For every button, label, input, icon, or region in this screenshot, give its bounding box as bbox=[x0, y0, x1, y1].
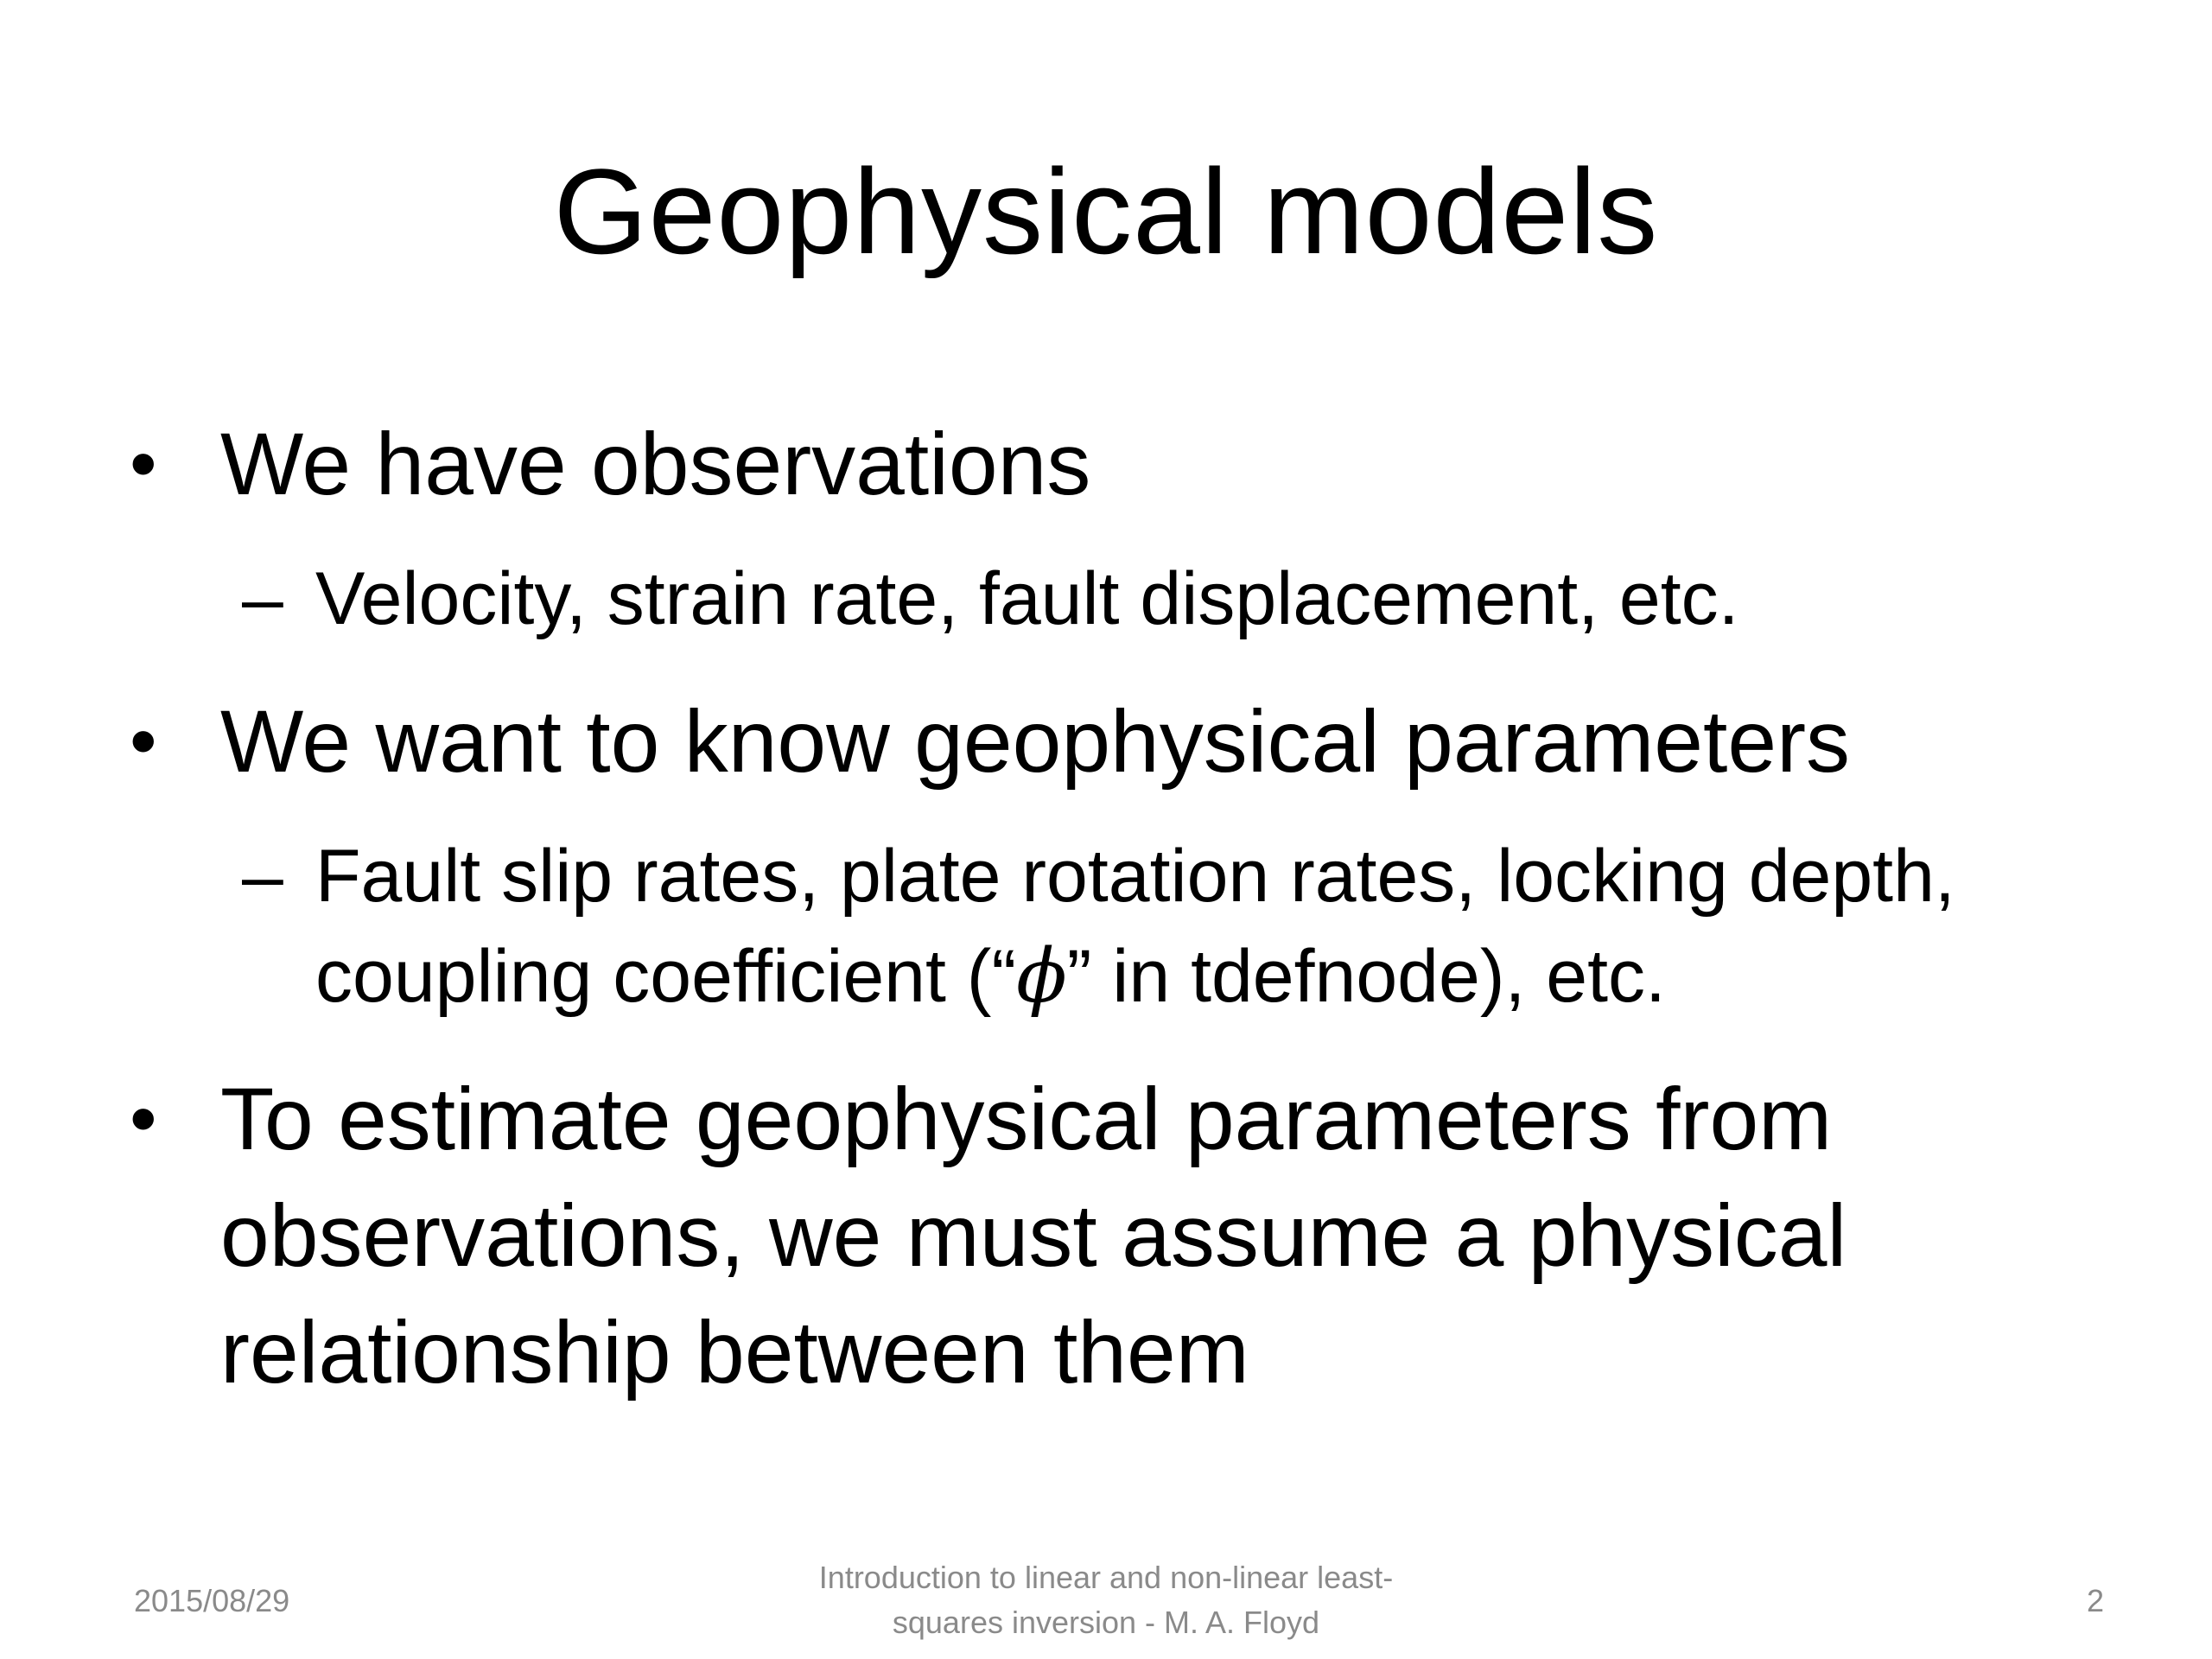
sub-bullet-text-line-2-pre: coupling coefficient (“ bbox=[315, 935, 1017, 1018]
phi-symbol: ϕ bbox=[1016, 933, 1067, 1020]
sub-bullet-marker: – bbox=[242, 557, 283, 640]
footer-title-line-2: squares inversion - M. A. Floyd bbox=[892, 1605, 1320, 1640]
footer-title-line-1: Introduction to linear and non-linear least- bbox=[818, 1560, 1394, 1595]
sub-bullet-text: Velocity, strain rate, fault displacement, etc. bbox=[315, 557, 1739, 640]
bullet-text: We want to know geophysical parameters bbox=[220, 692, 1851, 791]
sub-bullet-marker: – bbox=[242, 835, 283, 918]
sub-bullet-text-line-2-post: ” in tdefnode), etc. bbox=[1066, 935, 1666, 1018]
sub-bullet-item-2 bbox=[130, 826, 2117, 1027]
bullet-item-2 bbox=[130, 683, 2117, 800]
sub-bullet-item-1 bbox=[130, 549, 2117, 649]
sub-bullet-text-line-2 bbox=[315, 926, 2117, 1027]
footer-date: 2015/08/29 bbox=[134, 1583, 290, 1618]
bullet-item-3 bbox=[130, 1061, 2117, 1411]
bullet-text: We have observations bbox=[220, 415, 1091, 513]
footer-title bbox=[717, 1555, 1495, 1645]
bullet-text-line-2: observations, we must assume a physical bbox=[220, 1186, 1847, 1285]
bullet-text-line-1: To estimate geophysical parameters from bbox=[220, 1070, 1833, 1168]
bullet-marker: • bbox=[130, 1076, 157, 1162]
bullet-text-line-3: relationship between them bbox=[220, 1303, 1249, 1402]
bullet-marker: • bbox=[130, 421, 157, 507]
sub-bullet-text-line-1: Fault slip rates, plate rotation rates, locking depth, bbox=[315, 835, 1955, 918]
bullet-marker: • bbox=[130, 698, 157, 785]
slide-content bbox=[130, 406, 2117, 1411]
bullet-item-1 bbox=[130, 406, 2117, 523]
slide-title: Geophysical models bbox=[553, 143, 1659, 279]
footer-page-number: 2 bbox=[2086, 1583, 2104, 1618]
